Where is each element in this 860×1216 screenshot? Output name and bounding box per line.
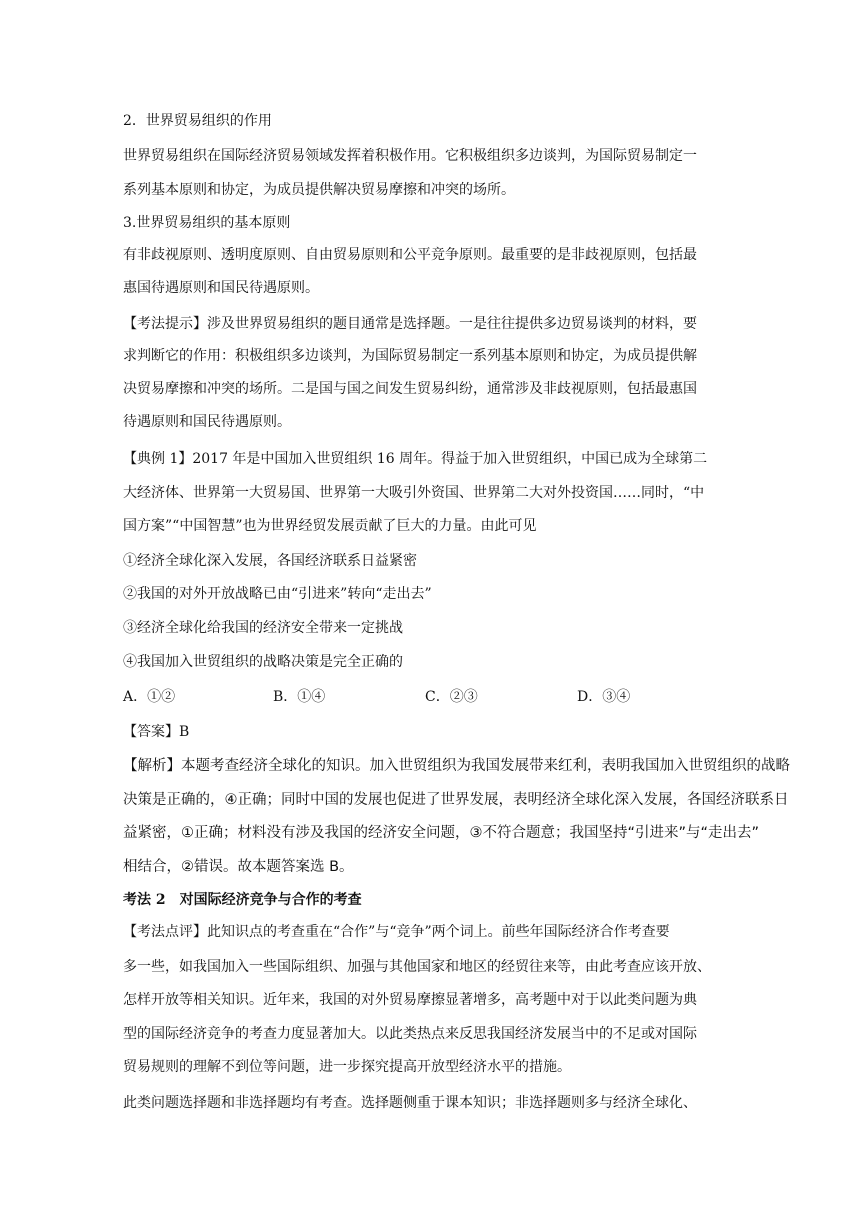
analysis-line: 益紧密，①正确；材料没有涉及我国的经济安全问题，③不符合题意；我国坚持“引进来”与“走出去” — [123, 825, 760, 841]
exam-tip-line: 求判断它的作用：积极组织多边谈判，为国际贸易制定一系列基本原则和协定，为成员提供解 — [123, 348, 697, 364]
text-line: 系列基本原则和协定，为成员提供解决贸易摩擦和冲突的场所。 — [123, 182, 515, 198]
option-c: C．②③ — [425, 689, 478, 705]
analysis-line: 【解析】本题考查经济全球化的知识。加入世贸组织为我国发展带来红利，表明我国加入世贸组织的战略 — [123, 758, 790, 774]
exam-tip-line: 待遇原则和国民待遇原则。 — [123, 414, 291, 430]
review-line: 此类问题选择题和非选择题均有考查。选择题侧重于课本知识；非选择题则多与经济全球化、 — [123, 1095, 697, 1111]
analysis-line: 相结合，②错误。故本题答案选 B。 — [123, 859, 354, 875]
text-line: 惠国待遇原则和国民待遇原则。 — [123, 280, 319, 296]
text-line: 有非歧视原则、透明度原则、自由贸易原则和公平竞争原则。最重要的是非歧视原则，包括最 — [123, 247, 697, 263]
statement-2: ②我国的对外开放战略已由“引进来”转向“走出去” — [123, 586, 432, 602]
example-line: 大经济体、世界第一大贸易国、世界第一大吸引外资国、世界第二大对外投资国……同时，“中 — [123, 485, 705, 501]
section-title-wto-principles: 3.世界贸易组织的基本原则 — [123, 215, 291, 231]
statement-4: ④我国加入世贸组织的战略决策是完全正确的 — [123, 654, 403, 670]
text-line: 世界贸易组织在国际经济贸易领域发挥着积极作用。它积极组织多边谈判，为国际贸易制定一 — [123, 148, 697, 164]
option-d: D．③④ — [577, 689, 631, 705]
review-line: 多一些，如我国加入一些国际组织、加强与其他国家和地区的经贸往来等，由此考查应该开放、 — [123, 959, 711, 975]
example-line: 【典例 1】2017 年是中国加入世贸组织 16 周年。得益于加入世贸组织，中国已成为全球第二 — [123, 451, 708, 467]
section-title-wto-role: 2．世界贸易组织的作用 — [123, 113, 272, 129]
review-line: 型的国际经济竞争的考查力度显著加大。以此类热点来反思我国经济发展当中的不足或对国际 — [123, 1026, 697, 1042]
section-heading: 考法 2 对国际经济竞争与合作的考查 — [123, 892, 362, 908]
example-line: 国方案”“中国智慧”也为世界经贸发展贡献了巨大的力量。由此可见 — [123, 518, 537, 534]
exam-tip-line: 决贸易摩擦和冲突的场所。二是国与国之间发生贸易纠纷，通常涉及非歧视原则，包括最惠国 — [123, 381, 697, 397]
answer: 【答案】B — [123, 724, 190, 740]
statement-3: ③经济全球化给我国的经济安全带来一定挑战 — [123, 620, 403, 636]
review-line: 贸易规则的理解不到位等问题，进一步探究提高开放型经济水平的措施。 — [123, 1059, 571, 1075]
review-line: 【考法点评】此知识点的考查重在“合作”与“竞争”两个词上。前些年国际经济合作考查要 — [123, 924, 670, 940]
review-line: 怎样开放等相关知识。近年来，我国的对外贸易摩擦显著增多，高考题中对于以此类问题为典 — [123, 992, 697, 1008]
statement-1: ①经济全球化深入发展，各国经济联系日益紧密 — [123, 553, 417, 569]
option-a: A．①② — [123, 689, 176, 705]
exam-tip-line: 【考法提示】涉及世界贸易组织的题目通常是选择题。一是往往提供多边贸易谈判的材料，要 — [123, 316, 697, 332]
analysis-line: 决策是正确的，④正确；同时中国的发展也促进了世界发展，表明经济全球化深入发展，各国经济联系日 — [123, 792, 789, 808]
option-b: B．①④ — [273, 689, 326, 705]
